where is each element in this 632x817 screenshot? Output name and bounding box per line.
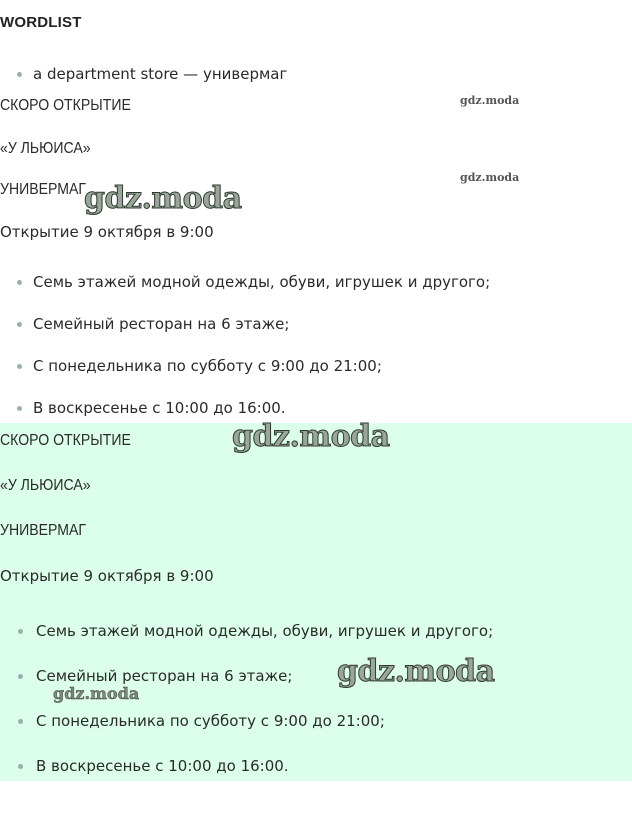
bullet-dot-icon xyxy=(18,719,23,724)
ad-coming-soon: СКОРО ОТКРЫТИЕ xyxy=(0,432,131,449)
ad-store-type: УНИВЕРМАГ xyxy=(0,522,86,539)
ad-bullet: Семейный ресторан на 6 этаже; xyxy=(36,667,293,685)
ad-bullet: Семь этажей модной одежды, обуви, игрушек и другого; xyxy=(36,622,494,640)
ad-opening-date: Открытие 9 октября в 9:00 xyxy=(0,223,214,241)
ad-store-type: УНИВЕРМАГ xyxy=(0,181,86,198)
bullet-dot-icon xyxy=(18,674,23,679)
bullet-dot-icon xyxy=(17,406,22,411)
ad-bullet: Семь этажей модной одежды, обуви, игрушек и другого; xyxy=(33,273,491,291)
bullet-dot-icon xyxy=(17,280,22,285)
bullet-dot-icon xyxy=(18,629,23,634)
bullet-dot-icon xyxy=(17,322,22,327)
ad-store-name: «У ЛЬЮИСА» xyxy=(0,140,91,157)
ad-store-name: «У ЛЬЮИСА» xyxy=(0,477,91,494)
ad-bullet: С понедельника по субботу с 9:00 до 21:00; xyxy=(33,357,382,375)
watermark: gdz.moda xyxy=(460,94,520,107)
watermark: gdz.moda xyxy=(232,419,390,454)
ad-bullet: В воскресенье с 10:00 до 16:00. xyxy=(33,399,286,417)
bullet-dot-icon xyxy=(17,364,22,369)
wordlist-title: WORDLIST xyxy=(0,14,82,31)
ad-bullet: С понедельника по субботу с 9:00 до 21:00; xyxy=(36,712,385,730)
watermark: gdz.moda xyxy=(84,181,242,216)
ad-bullet: В воскресенье с 10:00 до 16:00. xyxy=(36,757,289,775)
ad-opening-date: Открытие 9 октября в 9:00 xyxy=(0,567,214,585)
ad-coming-soon: СКОРО ОТКРЫТИЕ xyxy=(0,97,131,114)
ad-bullet: Семейный ресторан на 6 этаже; xyxy=(33,315,290,333)
bullet-dot-icon xyxy=(18,764,23,769)
watermark: gdz.moda xyxy=(460,171,520,184)
wordlist-item-text: a department store — универмаг xyxy=(33,65,288,83)
watermark: gdz.moda xyxy=(53,684,140,703)
watermark: gdz.moda xyxy=(337,654,495,689)
bullet-dot-icon xyxy=(17,72,22,77)
